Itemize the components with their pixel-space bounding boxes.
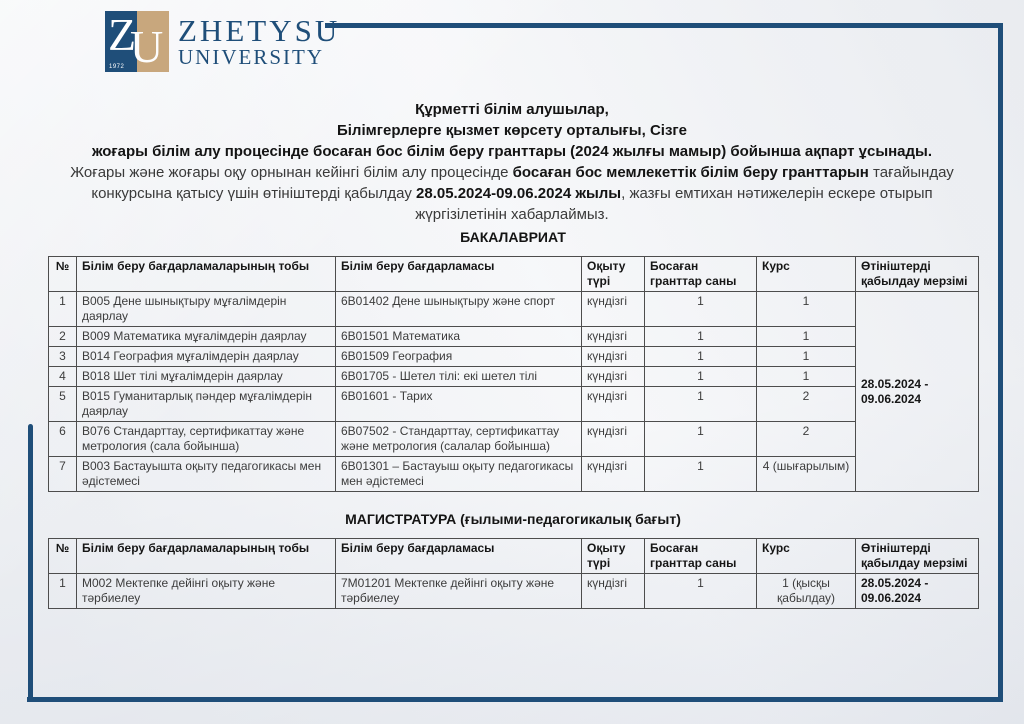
table-row <box>49 422 979 457</box>
accent-line-bottom <box>27 697 1003 702</box>
header-program: Білім беру бағдарламасы <box>336 257 582 292</box>
cell-course: 2 <box>757 387 856 422</box>
cell-group: B076 Стандарттау, сертификаттау және метрология (сала бойынша) <box>77 422 336 457</box>
cell-num: 5 <box>49 387 77 422</box>
intro-paragraph-text3: , жазғы емтихан нәтижелерін ескере отырып жүргізілетінін хабарлаймыз. <box>415 185 933 223</box>
logo-wordmark <box>178 12 341 69</box>
cell-num: 4 <box>49 367 77 387</box>
header-mode: Оқыту түрі <box>582 539 645 574</box>
table-row <box>49 574 979 609</box>
table-row <box>49 457 979 492</box>
cell-grants: 1 <box>645 292 757 327</box>
cell-period-merged: 28.05.2024 - 09.06.2024 <box>856 292 979 492</box>
table-row <box>49 387 979 422</box>
cell-group: B003 Бастауышта оқыту педагогикасы мен әдістемесі <box>77 457 336 492</box>
cell-mode: күндізгі <box>582 574 645 609</box>
cell-grants: 1 <box>645 574 757 609</box>
intro-paragraph-bold-dates: 28.05.2024-09.06.2024 жылы <box>416 185 622 202</box>
cell-program: 6B01501 Математика <box>336 327 582 347</box>
intro-paragraph-text: Жоғары және жоғары оқу орнынан кейінгі білім алу процесінде <box>70 164 513 181</box>
cell-num: 1 <box>49 574 77 609</box>
cell-program: 6B07502 - Стандарттау, сертификаттау және метрология (салалар бойынша) <box>336 422 582 457</box>
cell-program: 6B01402 Дене шынықтыру және спорт <box>336 292 582 327</box>
cell-program: 7М01201 Мектепке дейінгі оқыту және тәрбиелеу <box>336 574 582 609</box>
cell-group: B009 Математика мұғалімдерін даярлау <box>77 327 336 347</box>
cell-grants: 1 <box>645 347 757 367</box>
cell-program: 6B01601 - Тарих <box>336 387 582 422</box>
logo-mark-icon <box>105 11 169 72</box>
cell-group: B018 Шет тілі мұғалімдерін даярлау <box>77 367 336 387</box>
cell-period: 28.05.2024 - 09.06.2024 <box>856 574 979 609</box>
intro-paragraph-text2: тағайындау конкурсына қатысу үшін өтініштерді қабылдау <box>91 164 954 202</box>
accent-line-top <box>325 23 1003 28</box>
cell-group: B005 Дене шынықтыру мұғалімдерін даярлау <box>77 292 336 327</box>
logo-university-subname: UNIVERSITY <box>178 44 324 69</box>
header-grants: Босаған гранттар саны <box>645 539 757 574</box>
cell-course: 4 (шығарылым) <box>757 457 856 492</box>
master-header-row <box>49 539 979 574</box>
table-row <box>49 347 979 367</box>
cell-course: 1 <box>757 367 856 387</box>
cell-grants: 1 <box>645 327 757 347</box>
cell-program: 6B01705 - Шетел тілі: екі шетел тілі <box>336 367 582 387</box>
cell-grants: 1 <box>645 367 757 387</box>
cell-program: 6B01301 – Бастауыш оқыту педагогикасы мен әдістемесі <box>336 457 582 492</box>
header-group: Білім беру бағдарламаларының тобы <box>77 257 336 292</box>
header-num: № <box>49 257 77 292</box>
intro-greeting: Құрметті білім алушылар, <box>415 101 609 118</box>
cell-num: 3 <box>49 347 77 367</box>
accent-line-right <box>998 23 1003 702</box>
cell-program: 6B01509 География <box>336 347 582 367</box>
cell-mode: күндізгі <box>582 422 645 457</box>
intro-sender: Білімгерлерге қызмет көрсету орталығы, Сізге <box>336 122 687 139</box>
header-grants: Босаған гранттар саны <box>645 257 757 292</box>
bachelor-table <box>48 256 979 492</box>
content-area <box>48 229 978 609</box>
header-period: Өтініштерді қабылдау мерзімі <box>856 539 979 574</box>
cell-num: 1 <box>49 292 77 327</box>
cell-group: B014 География мұғалімдерін даярлау <box>77 347 336 367</box>
logo-university-name: ZHETYSU <box>178 12 341 48</box>
logo-letter-u: U <box>130 21 164 72</box>
cell-mode: күндізгі <box>582 327 645 347</box>
cell-group: M002 Мектепке дейінгі оқыту және тәрбиелеу <box>77 574 336 609</box>
master-table <box>48 538 979 609</box>
bachelor-header-row <box>49 257 979 292</box>
accent-line-left <box>28 424 33 702</box>
cell-mode: күндізгі <box>582 387 645 422</box>
cell-course: 1 (қысқы қабылдау) <box>757 574 856 609</box>
cell-grants: 1 <box>645 387 757 422</box>
cell-num: 6 <box>49 422 77 457</box>
cell-grants: 1 <box>645 422 757 457</box>
logo-letter-z: Z <box>108 9 137 60</box>
university-logo <box>105 11 340 72</box>
cell-num: 7 <box>49 457 77 492</box>
cell-course: 1 <box>757 292 856 327</box>
header-num: № <box>49 539 77 574</box>
header-program: Білім беру бағдарламасы <box>336 539 582 574</box>
cell-course: 1 <box>757 327 856 347</box>
intro-paragraph <box>59 162 965 225</box>
intro-subject: жоғары білім алу процесінде босаған бос білім беру гранттары (2024 жылғы мамыр) бойынша ақпарт ұсынады. <box>91 143 933 160</box>
header-course: Курс <box>757 257 856 292</box>
cell-mode: күндізгі <box>582 367 645 387</box>
cell-course: 1 <box>757 347 856 367</box>
header-mode: Оқыту түрі <box>582 257 645 292</box>
table-row <box>49 292 979 327</box>
cell-group: B015 Гуманитарлық пәндер мұғалімдерін даярлау <box>77 387 336 422</box>
header-course: Курс <box>757 539 856 574</box>
table-row <box>49 327 979 347</box>
logo-year-label: 1972 <box>109 64 125 70</box>
intro-paragraph-bold-grants: босаған бос мемлекеттік білім беру гранттарын <box>512 164 869 181</box>
table-row <box>49 367 979 387</box>
header-group: Білім беру бағдарламаларының тобы <box>77 539 336 574</box>
cell-mode: күндізгі <box>582 292 645 327</box>
announcement-text <box>59 99 965 225</box>
cell-mode: күндізгі <box>582 347 645 367</box>
header-period: Өтініштерді қабылдау мерзімі <box>856 257 979 292</box>
master-section-title: МАГИСТРАТУРА (ғылыми-педагогикалық бағыт) <box>345 511 681 527</box>
bachelor-section-title: БАКАЛАВРИАТ <box>460 229 566 245</box>
cell-course: 2 <box>757 422 856 457</box>
cell-num: 2 <box>49 327 77 347</box>
cell-grants: 1 <box>645 457 757 492</box>
cell-mode: күндізгі <box>582 457 645 492</box>
